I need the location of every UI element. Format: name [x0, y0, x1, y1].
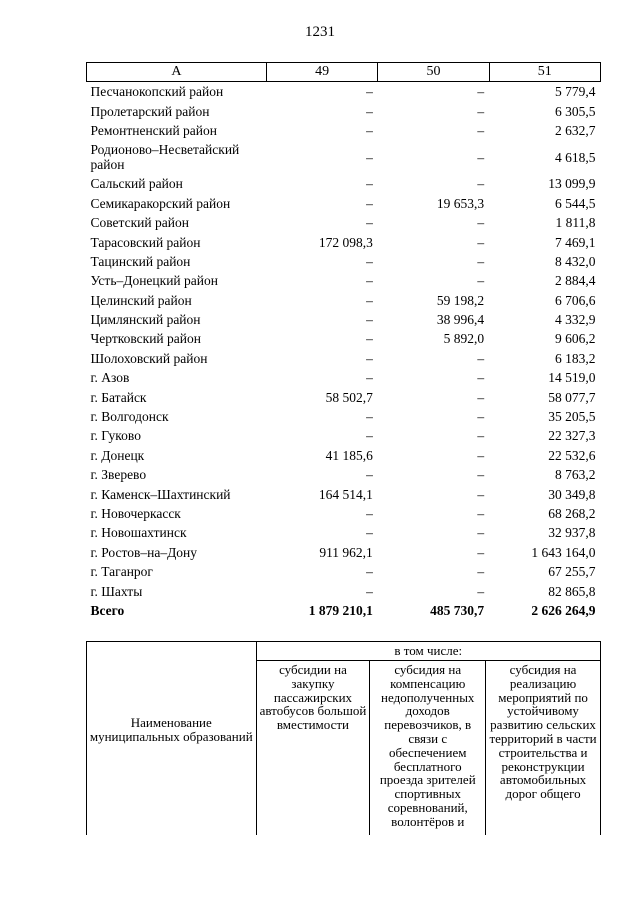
subcolumn-rural-roads: субсидия на реализацию мероприятий по устойчивому развитию сельских территорий в части строительства и реконструкции автомобильных дорог общего: [486, 661, 601, 836]
table-row: [87, 349, 601, 368]
value-c49: –: [366, 195, 373, 211]
value-c51: 35 205,5: [548, 409, 596, 425]
value-c50: –: [477, 544, 485, 560]
value-c50: –: [477, 273, 485, 289]
value-c51: 22 532,6: [548, 447, 596, 463]
municipality-name: Чертковский район: [90, 331, 201, 347]
value-c50: –: [477, 486, 485, 502]
municipality-name: Усть–Донецкий район: [90, 273, 218, 289]
value-c50: –: [477, 467, 485, 483]
value-c49: 41 185,6: [325, 447, 373, 463]
municipality-name: Цимлянский район: [90, 312, 201, 328]
value-c49: –: [366, 122, 373, 138]
municipality-name: г. Ростов–на–Дону: [90, 544, 198, 560]
table-row: [87, 446, 601, 465]
value-c51: 82 865,8: [548, 583, 596, 599]
value-c51: 1 643 164,0: [531, 544, 596, 560]
table-row: [87, 291, 601, 310]
municipality-name: Семикаракорский район: [90, 195, 231, 211]
municipality-name: г. Донецк: [90, 447, 145, 463]
header-col-51: 51: [489, 63, 600, 82]
value-c49: –: [366, 253, 373, 269]
value-c50: –: [477, 370, 485, 386]
value-c51: 6 544,5: [555, 195, 596, 211]
value-c51: 68 268,2: [548, 506, 596, 521]
value-c50: –: [477, 215, 485, 231]
municipality-name: г. Гуково: [90, 428, 141, 444]
table-row: [87, 562, 601, 581]
table-row: [87, 407, 601, 426]
value-c49: –: [366, 273, 373, 289]
value-c51: 6 305,5: [555, 103, 596, 119]
value-c50: –: [477, 122, 485, 138]
value-c51: 32 937,8: [548, 525, 596, 541]
value-c50: –: [477, 253, 485, 269]
value-c51: 4 618,5: [555, 149, 596, 165]
value-c51: 67 255,7: [548, 564, 596, 580]
municipality-column-header: Наименование муниципальных образований: [87, 642, 257, 836]
value-c50: –: [477, 583, 485, 599]
value-c50: –: [477, 84, 485, 100]
municipality-name: г. Азов: [90, 370, 130, 386]
table-row: [87, 504, 601, 523]
value-c50: –: [477, 350, 485, 366]
municipality-name: Тацинский район: [90, 253, 191, 269]
value-c51: 2 884,4: [555, 273, 596, 289]
value-c51: 58 077,7: [548, 389, 596, 405]
value-c51: 8 763,2: [555, 467, 596, 483]
value-c49: –: [366, 428, 373, 444]
value-c49: –: [366, 84, 373, 100]
value-c51: 8 432,0: [555, 253, 596, 269]
value-c49: –: [366, 215, 373, 231]
municipality-name: г. Новочеркасск: [90, 506, 181, 521]
header-col-49: 49: [266, 63, 377, 82]
table-row: [87, 484, 601, 503]
value-c50: –: [477, 103, 485, 119]
value-c49: –: [366, 350, 373, 366]
table-row: [87, 581, 601, 600]
value-c50: –: [477, 234, 485, 250]
table-row: [87, 213, 601, 232]
subcolumn-bus-purchase: субсидии на закупку пассажирских автобусов большой вместимости: [256, 661, 370, 836]
table-row: [87, 82, 601, 102]
value-c50: 38 996,4: [436, 312, 485, 328]
municipality-name: г. Таганрог: [90, 564, 153, 580]
value-c49: –: [366, 176, 373, 192]
page-number: 1231: [305, 24, 335, 40]
value-c49: –: [366, 103, 373, 119]
subcolumn-free-travel-compensation: субсидия на компенсацию недополученных доходов перевозчиков, в связи с обеспечением бесплатного проезда зрителей спортивных соревнований, волонтёров и: [370, 661, 486, 836]
table-body: [87, 82, 601, 621]
table-row: [87, 232, 601, 251]
total-c51: 2 626 264,9: [531, 602, 596, 618]
municipality-name: Целинский район: [90, 292, 192, 308]
total-c49: 1 879 210,1: [308, 602, 373, 618]
municipality-name: Тарасовский район: [90, 234, 201, 250]
value-c49: –: [366, 564, 373, 580]
table-row: [87, 543, 601, 562]
table-row: [87, 368, 601, 387]
table-header-row: [87, 63, 601, 82]
value-c51: 6 183,2: [555, 350, 596, 366]
value-c49: –: [366, 409, 373, 425]
value-c49: –: [366, 525, 373, 541]
table-row: [87, 465, 601, 484]
value-c49: 172 098,3: [318, 234, 373, 250]
municipality-name: г. Волгодонск: [90, 409, 169, 425]
value-c50: –: [477, 389, 485, 405]
value-c50: –: [477, 149, 485, 165]
value-c49: –: [366, 312, 373, 328]
table-row: [87, 387, 601, 406]
value-c51: 6 706,6: [555, 292, 596, 308]
total-label: Всего: [90, 602, 125, 618]
table-row: [87, 310, 601, 329]
municipality-name: г. Шахты: [90, 583, 143, 599]
value-c49: 164 514,1: [318, 486, 373, 502]
table-row: [87, 426, 601, 445]
value-c51: 13 099,9: [548, 176, 596, 192]
total-row: [87, 601, 601, 620]
value-c49: –: [366, 149, 373, 165]
value-c50: –: [477, 409, 485, 425]
municipality-name: Сальский район: [90, 176, 183, 192]
table-row: [87, 101, 601, 120]
value-c51: 4 332,9: [555, 312, 596, 328]
value-c50: –: [477, 506, 485, 521]
value-c49: –: [366, 467, 373, 483]
value-c49: –: [366, 370, 373, 386]
value-c51: 5 779,4: [555, 84, 596, 100]
appropriations-table: [86, 62, 601, 620]
table-row: [87, 252, 601, 271]
value-c50: –: [477, 428, 485, 444]
total-c50: 485 730,7: [430, 602, 485, 618]
municipality-name: г. Каменск–Шахтинский: [90, 486, 231, 502]
value-c51: 2 632,7: [555, 122, 596, 138]
value-c50: 59 198,2: [436, 292, 485, 308]
value-c49: –: [366, 292, 373, 308]
value-c51: 14 519,0: [548, 370, 596, 386]
municipality-name: г. Новошахтинск: [90, 525, 187, 541]
header-col-a: А: [87, 63, 267, 82]
table-row: [87, 140, 601, 174]
value-c51: 9 606,2: [555, 331, 596, 347]
municipality-name: Ремонтненский район: [90, 122, 217, 138]
municipality-name: Родионово–Несветайский район: [90, 142, 240, 173]
value-c49: –: [366, 506, 373, 521]
value-c50: –: [477, 564, 485, 580]
value-c51: 22 327,3: [548, 428, 596, 444]
municipality-name: г. Зверево: [90, 467, 147, 483]
header-col-50: 50: [378, 63, 489, 82]
value-c50: –: [477, 525, 485, 541]
municipality-name: Песчанокопский район: [90, 84, 224, 100]
value-c50: 19 653,3: [436, 195, 485, 211]
table-row: [87, 271, 601, 290]
value-c51: 30 349,8: [548, 486, 596, 502]
table-row: [87, 329, 601, 348]
value-c49: 58 502,7: [325, 389, 373, 405]
table-row: [87, 194, 601, 213]
value-c50: –: [477, 447, 485, 463]
value-c49: –: [366, 331, 373, 347]
municipality-name: Шолоховский район: [90, 350, 208, 366]
table-row: [87, 174, 601, 193]
municipality-name: Советский район: [90, 215, 189, 231]
municipality-name: Пролетарский район: [90, 103, 210, 119]
table-row: [87, 121, 601, 140]
value-c50: –: [477, 176, 485, 192]
value-c49: –: [366, 583, 373, 599]
including-header: в том числе:: [256, 642, 600, 661]
value-c50: 5 892,0: [443, 331, 485, 347]
subsidy-header-table: [86, 641, 601, 835]
municipality-name: г. Батайск: [90, 389, 147, 405]
table-row: [87, 523, 601, 542]
value-c51: 7 469,1: [555, 234, 596, 250]
value-c49: 911 962,1: [319, 544, 373, 560]
value-c51: 1 811,8: [555, 215, 596, 231]
